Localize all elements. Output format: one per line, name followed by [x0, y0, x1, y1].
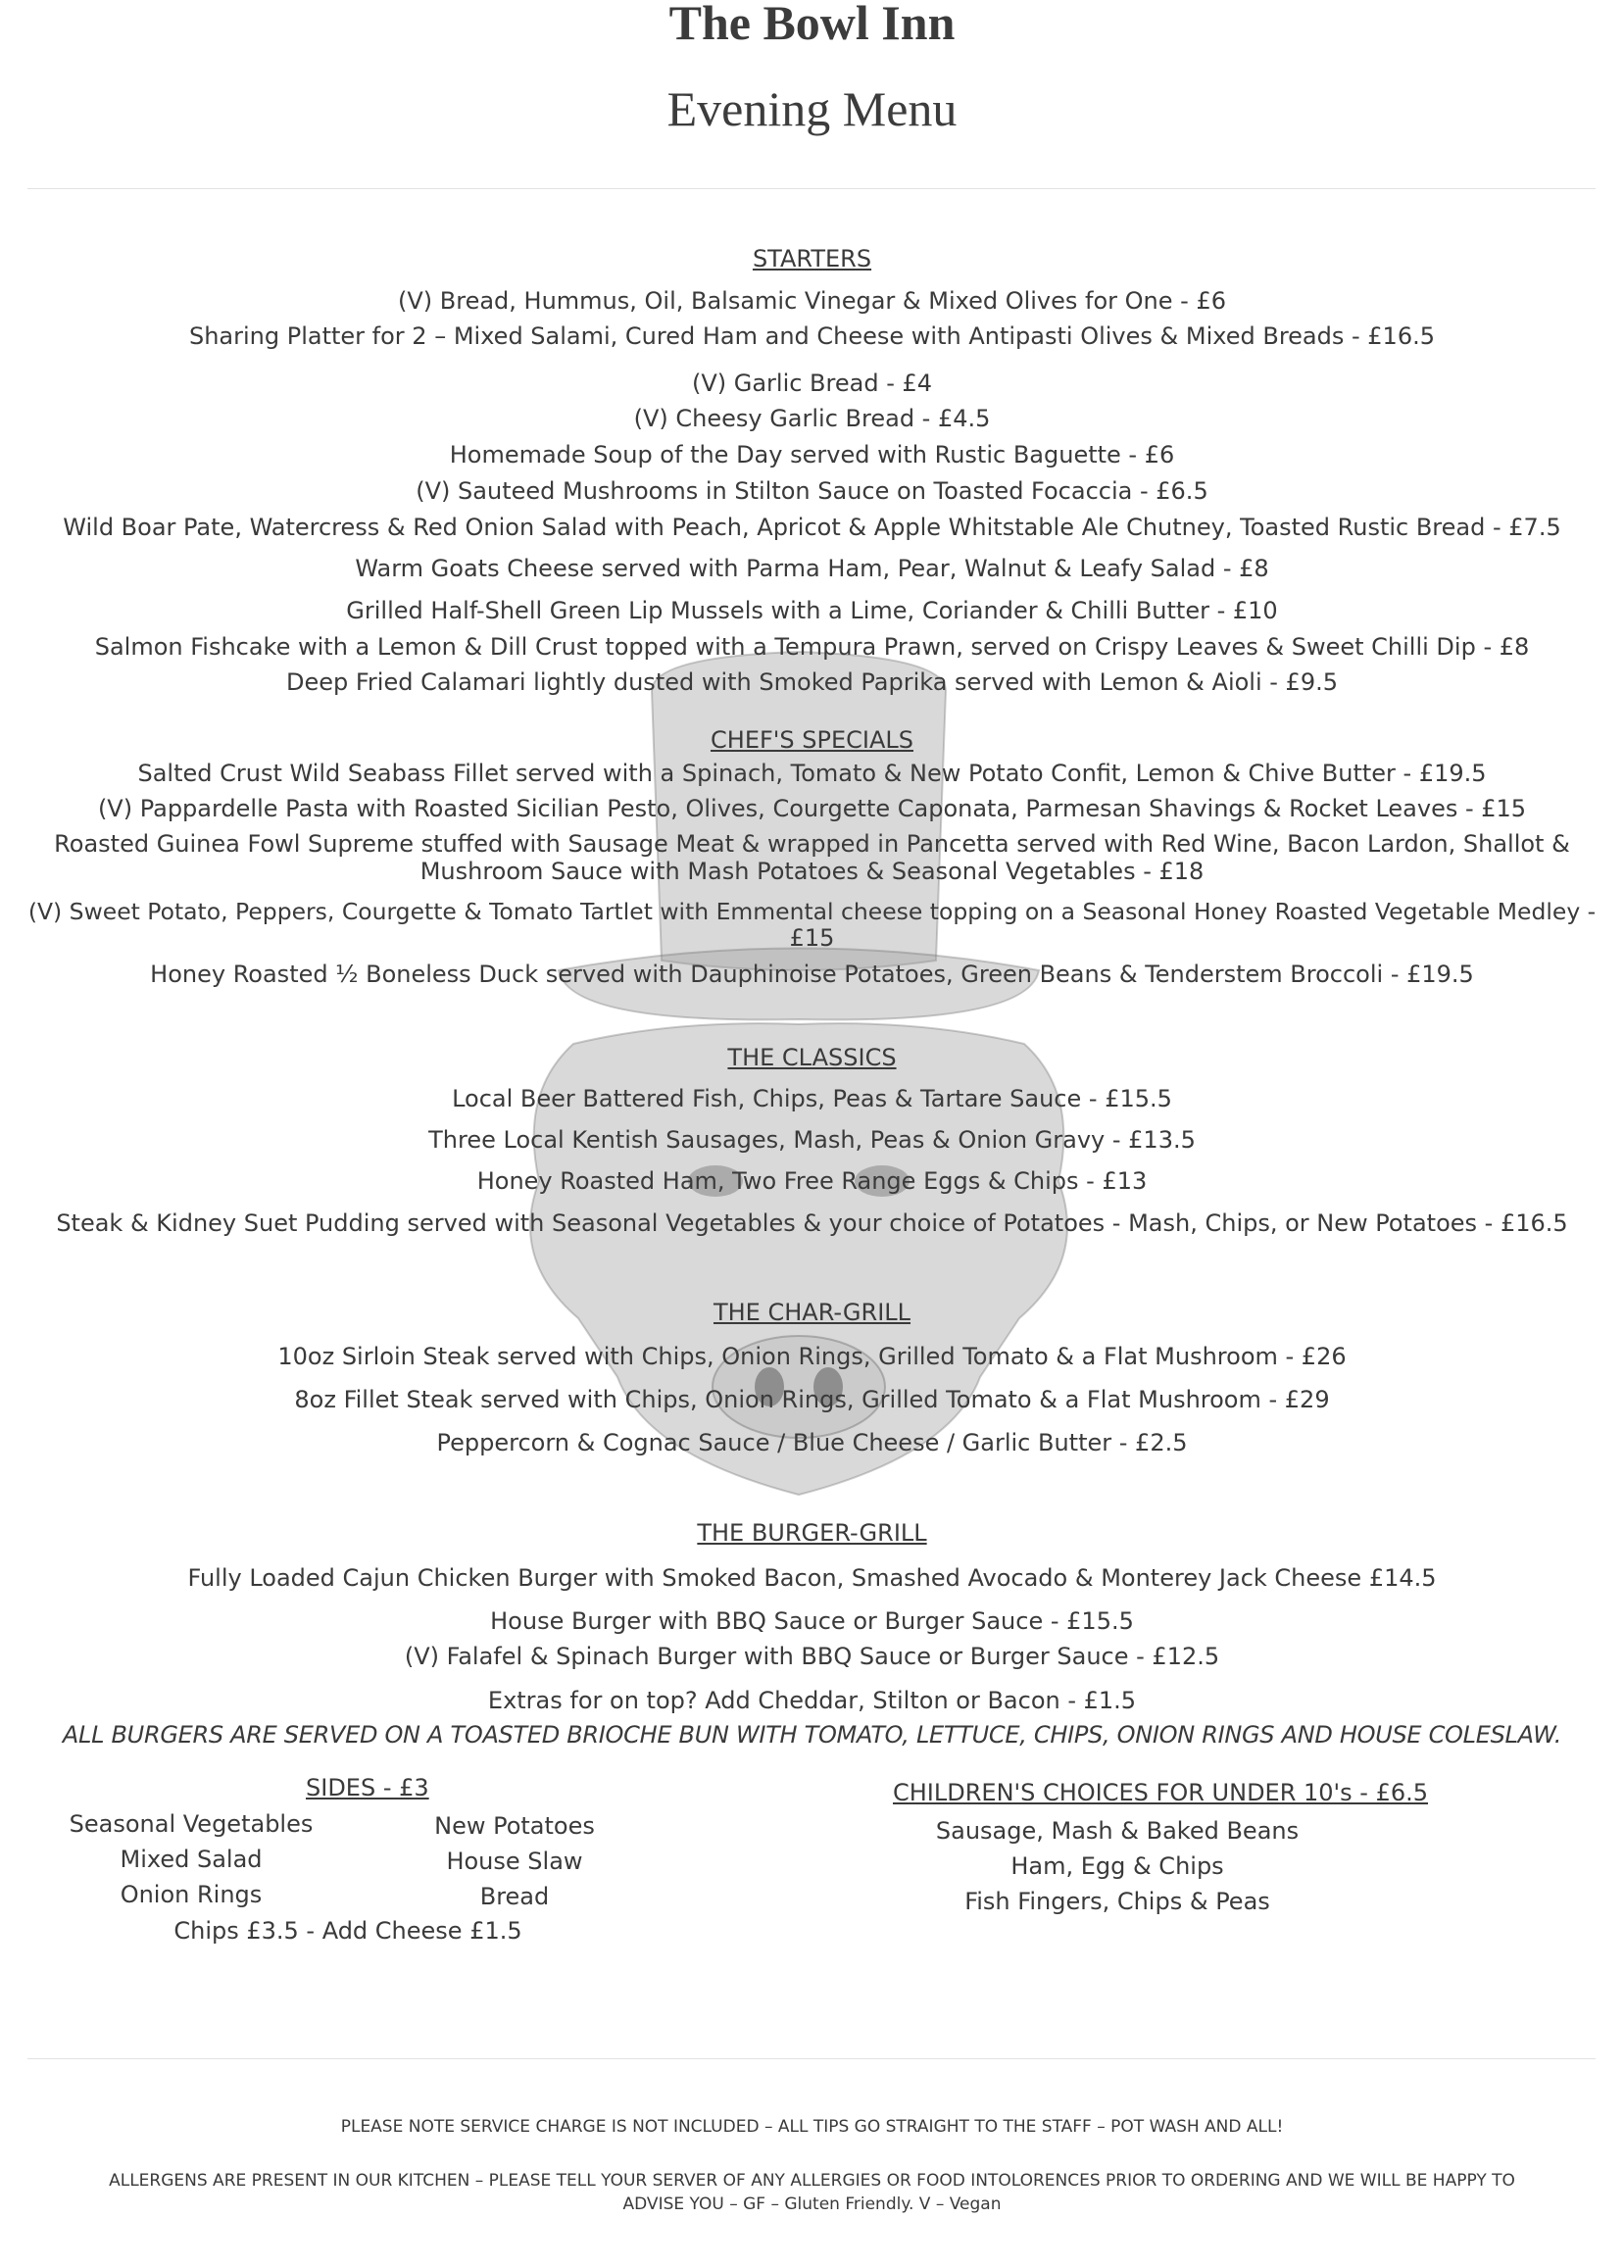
side-item: Chips £3.5 - Add Cheese £1.5 [173, 1917, 522, 1945]
children-item: Fish Fingers, Chips & Peas [964, 1888, 1270, 1915]
burgers-heading: THE BURGER-GRILL [697, 1519, 927, 1547]
specials-heading: CHEF'S SPECIALS [711, 726, 913, 754]
menu-item: Homemade Soup of the Day served with Rustic Baguette - £6 [449, 441, 1175, 468]
footer-divider [27, 2058, 1596, 2059]
menu-item-continued: Mushroom Sauce with Mash Potatoes & Seasonal Vegetables - £18 [419, 858, 1205, 885]
side-item: Seasonal Vegetables [69, 1810, 314, 1838]
header-divider [27, 188, 1596, 189]
menu-item: House Burger with BBQ Sauce or Burger Sauce - £15.5 [490, 1607, 1134, 1635]
menu-item: Honey Roasted ½ Boneless Duck served with Dauphinoise Potatoes, Green Beans & Tenderstem Broccoli - £19.5 [150, 961, 1474, 988]
menu-item: Steak & Kidney Suet Pudding served with Seasonal Vegetables & your choice of Potatoes - Mash, Chips, or New Potatoes - £16.5 [56, 1209, 1568, 1237]
menu-item: (V) Garlic Bread - £4 [691, 370, 933, 397]
allergens-note: ALLERGENS ARE PRESENT IN OUR KITCHEN – PLEASE TELL YOUR SERVER OF ANY ALLERGIES OR FOOD INTOLORENCES PRIOR TO ORDERING AND WE WILL BE HAPPY TO [109, 2171, 1515, 2191]
menu-item: Peppercorn & Cognac Sauce / Blue Cheese / Garlic Butter - £2.5 [436, 1429, 1188, 1456]
children-item: Sausage, Mash & Baked Beans [935, 1817, 1300, 1845]
restaurant-name: The Bowl Inn [668, 0, 956, 50]
menu-item: Salmon Fishcake with a Lemon & Dill Crust topped with a Tempura Prawn, served on Crispy Leaves & Sweet Chilli Dip - £8 [94, 633, 1530, 661]
starters-heading: STARTERS [752, 245, 872, 272]
menu-item: Deep Fried Calamari lightly dusted with Smoked Paprika served with Lemon & Aioli - £9.5 [285, 668, 1338, 696]
menu-item-continued: £15 [789, 924, 835, 952]
menu-item: Warm Goats Cheese served with Parma Ham, Pear, Walnut & Leafy Salad - £8 [355, 555, 1269, 582]
service-note: PLEASE NOTE SERVICE CHARGE IS NOT INCLUDED – ALL TIPS GO STRAIGHT TO THE STAFF – POT WASH AND ALL! [340, 2117, 1284, 2137]
side-item: Mixed Salad [120, 1846, 263, 1873]
menu-item: Salted Crust Wild Seabass Fillet served with a Spinach, Tomato & New Potato Confit, Lemon & Chive Butter - £19.5 [137, 760, 1487, 787]
menu-item: (V) Sauteed Mushrooms in Stilton Sauce on Toasted Focaccia - £6.5 [416, 477, 1208, 505]
menu-item: (V) Falafel & Spinach Burger with BBQ Sauce or Burger Sauce - £12.5 [404, 1643, 1220, 1670]
side-item: House Slaw [446, 1848, 583, 1875]
menu-item: (V) Cheesy Garlic Bread - £4.5 [633, 405, 991, 432]
menu-item: Grilled Half-Shell Green Lip Mussels with a Lime, Coriander & Chilli Butter - £10 [346, 597, 1278, 624]
menu-item: (V) Sweet Potato, Peppers, Courgette & Tomato Tartlet with Emmental cheese topping on a Seasonal Honey Roasted Vegetable Medley - [27, 898, 1597, 925]
menu-item: Roasted Guinea Fowl Supreme stuffed with Sausage Meat & wrapped in Pancetta served with Red Wine, Bacon Lardon, Shallot & [54, 830, 1570, 858]
menu-item: 10oz Sirloin Steak served with Chips, Onion Rings, Grilled Tomato & a Flat Mushroom - £26 [277, 1343, 1347, 1370]
menu-item: Sharing Platter for 2 – Mixed Salami, Cured Ham and Cheese with Antipasti Olives & Mixed Breads - £16.5 [188, 322, 1435, 350]
menu-item: Wild Boar Pate, Watercress & Red Onion Salad with Peach, Apricot & Apple Whitstable Ale Chutney, Toasted Rustic Bread - £7.5 [63, 514, 1561, 541]
side-item: Onion Rings [120, 1881, 263, 1908]
menu-item: Honey Roasted Ham, Two Free Range Eggs & Chips - £13 [476, 1167, 1148, 1195]
menu-item: (V) Pappardelle Pasta with Roasted Sicilian Pesto, Olives, Courgette Caponata, Parmesan Shavings & Rocket Leaves - £15 [97, 795, 1527, 822]
allergens-note-continued: ADVISE YOU – GF – Gluten Friendly. V – Vegan [622, 2194, 1002, 2214]
menu-item: Fully Loaded Cajun Chicken Burger with Smoked Bacon, Smashed Avocado & Monterey Jack Cheese £14.5 [187, 1564, 1437, 1592]
children-heading: CHILDREN'S CHOICES FOR UNDER 10's - £6.5 [893, 1779, 1429, 1806]
menu-item: (V) Bread, Hummus, Oil, Balsamic Vinegar & Mixed Olives for One - £6 [397, 287, 1226, 315]
chargrill-heading: THE CHAR-GRILL [713, 1299, 911, 1326]
menu-item: Extras for on top? Add Cheddar, Stilton or Bacon - £1.5 [487, 1687, 1137, 1714]
children-item: Ham, Egg & Chips [1010, 1852, 1224, 1880]
side-item: Bread [479, 1883, 550, 1910]
burgers-note: ALL BURGERS ARE SERVED ON A TOASTED BRIOCHE BUN WITH TOMATO, LETTUCE, CHIPS, ONION RINGS AND HOUSE COLESLAW. [62, 1721, 1562, 1749]
menu-title: Evening Menu [666, 81, 958, 136]
menu-item: Local Beer Battered Fish, Chips, Peas & Tartare Sauce - £15.5 [452, 1085, 1172, 1112]
side-item: New Potatoes [434, 1812, 595, 1840]
menu-item: 8oz Fillet Steak served with Chips, Onion Rings, Grilled Tomato & a Flat Mushroom - £29 [294, 1386, 1330, 1413]
classics-heading: THE CLASSICS [727, 1044, 897, 1071]
sides-heading: SIDES - £3 [306, 1774, 429, 1801]
menu-item: Three Local Kentish Sausages, Mash, Peas & Onion Gravy - £13.5 [428, 1126, 1196, 1154]
